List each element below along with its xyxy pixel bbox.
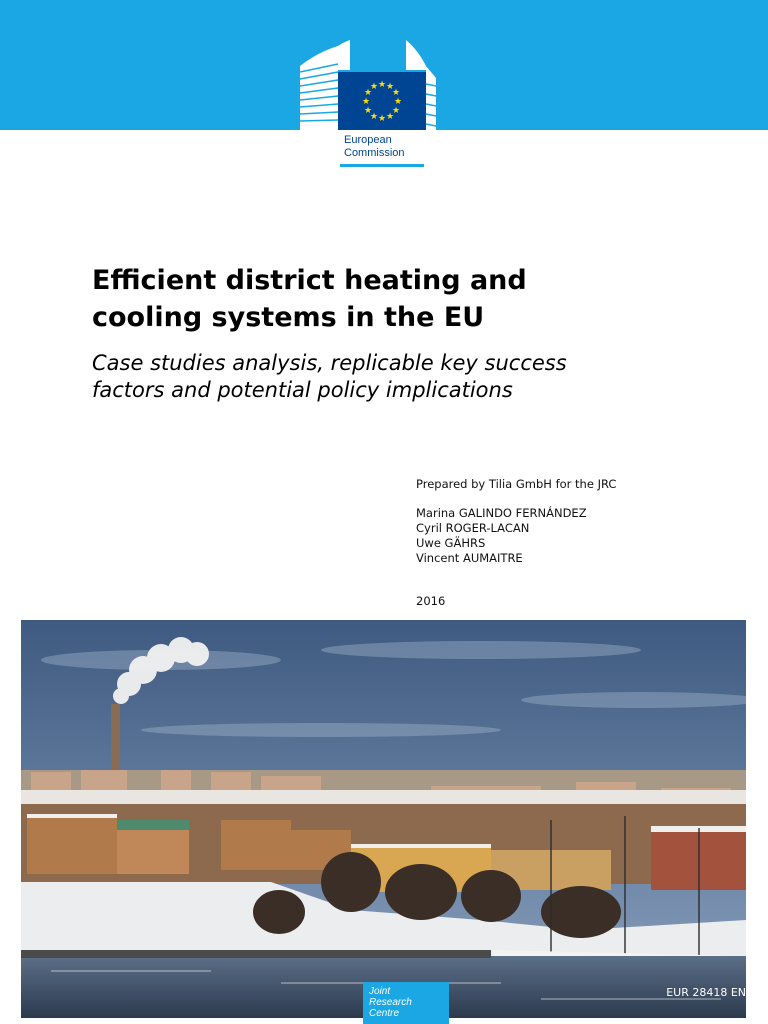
svg-text:★: ★ — [363, 88, 373, 98]
svg-text:★: ★ — [385, 112, 395, 122]
jrc-wordmark — [369, 986, 412, 1019]
jrc-line-2: Research — [369, 997, 412, 1008]
svg-text:★: ★ — [377, 114, 387, 124]
jrc-badge — [363, 982, 449, 1024]
author-name: Uwe GÄHRS — [416, 536, 486, 550]
svg-text:★: ★ — [369, 82, 379, 92]
document-subtitle — [92, 350, 712, 404]
logo-wordmark — [344, 134, 438, 160]
subtitle-line-1: Case studies analysis, replicable key success — [92, 351, 567, 375]
author-list — [416, 506, 587, 566]
svg-text:★: ★ — [361, 97, 371, 107]
logo-line-1: European — [344, 134, 392, 146]
prepared-by: Prepared by Tilia GmbH for the JRC — [416, 477, 617, 491]
author-name: Vincent AUMAITRE — [416, 551, 523, 565]
svg-text:★: ★ — [391, 106, 401, 116]
svg-text:★: ★ — [363, 106, 373, 116]
winter-city-harbor-photo — [21, 620, 746, 1018]
svg-text:★: ★ — [393, 97, 403, 107]
european-commission-logo — [298, 38, 438, 170]
cover-photo — [21, 620, 746, 1018]
svg-text:★: ★ — [369, 112, 379, 122]
author-name: Cyril ROGER-LACAN — [416, 521, 530, 535]
jrc-line-3: Centre — [369, 1008, 400, 1019]
document-title — [92, 262, 712, 336]
jrc-line-1: Joint — [369, 986, 391, 997]
title-line-2: cooling systems in the EU — [92, 302, 485, 333]
svg-text:★: ★ — [377, 80, 387, 90]
svg-text:★: ★ — [385, 82, 395, 92]
author-name: Marina GALINDO FERNÁNDEZ — [416, 506, 587, 520]
european-commission-building-icon — [298, 38, 438, 133]
publication-year: 2016 — [416, 594, 446, 608]
subtitle-line-2: factors and potential policy implications — [92, 378, 513, 402]
logo-underline — [340, 164, 424, 167]
logo-line-2: Commission — [344, 147, 405, 159]
report-number: EUR 28418 EN — [666, 986, 746, 999]
title-line-1: Efficient district heating and — [92, 265, 527, 296]
eu-flag-icon — [338, 72, 426, 130]
svg-text:★: ★ — [391, 88, 401, 98]
